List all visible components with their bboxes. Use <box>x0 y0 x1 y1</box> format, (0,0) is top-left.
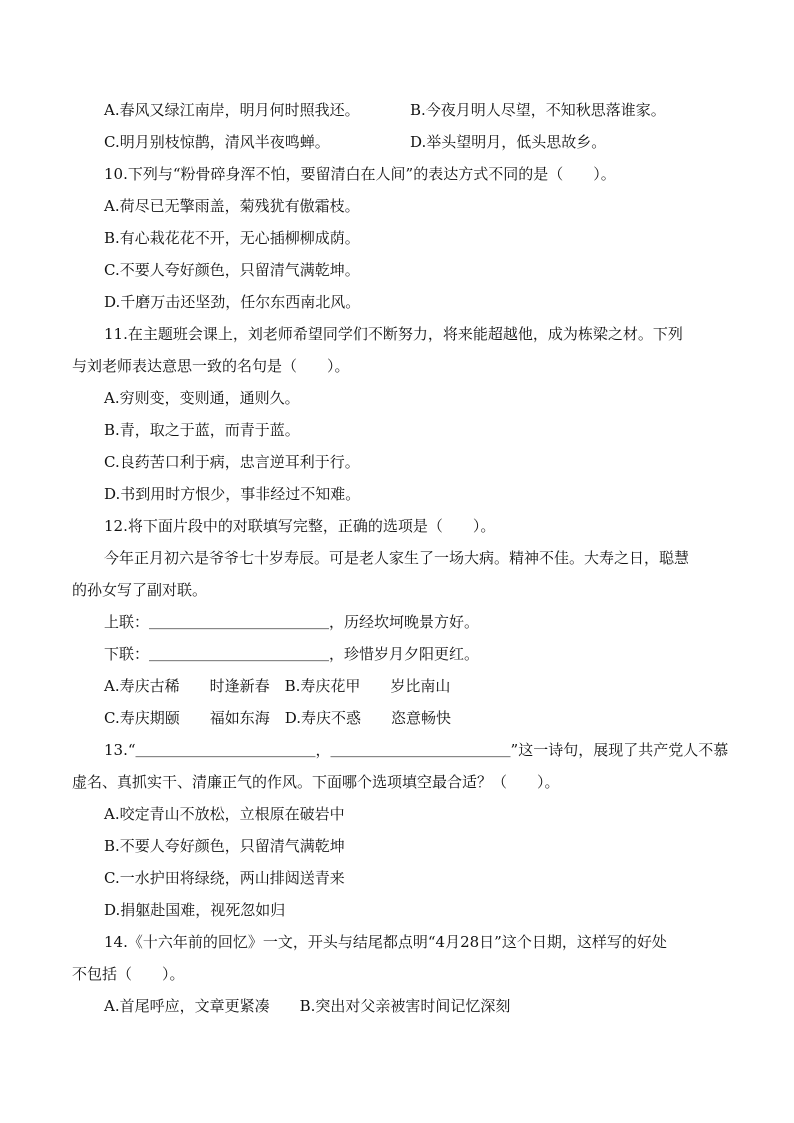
q11-option-d: D.书到用时方恨少，事非经过不知难。 <box>104 485 361 503</box>
q11-option-c: C.良药苦口利于病，忠言逆耳利于行。 <box>104 453 360 471</box>
q12-stem: 12.将下面片段中的对联填写完整，正确的选项是（ ）。 <box>104 517 496 535</box>
q13-stem-line1: 13.“＿＿＿＿＿＿＿＿＿＿＿＿，＿＿＿＿＿＿＿＿＿＿＿＿”这一诗句，展现了共产党人不慕 <box>104 741 729 759</box>
q12-passage-line2: 的孙女写了副对联。 <box>72 581 208 599</box>
q14-stem-line2: 不包括（ ）。 <box>72 965 185 983</box>
q12-couplet-upper: 上联：＿＿＿＿＿＿＿＿＿＿＿＿，历经坎坷晚景方好。 <box>104 613 480 631</box>
q10-stem: 10.下列与“粉骨碎身浑不怕，要留清白在人间”的表达方式不同的是（ ）。 <box>104 165 616 183</box>
q12-passage-line1: 今年正月初六是爷爷七十岁寿辰。可是老人家生了一场大病。精神不佳。大寿之日，聪慧 <box>104 549 690 567</box>
q10-option-d: D.千磨万击还坚劲，任尔东西南北风。 <box>104 293 361 311</box>
q13-option-c: C.一水护田将绿绕，两山排闼送青来 <box>104 869 345 887</box>
q9-option-c: C.明月别枝惊鹊，清风半夜鸣蝉。 <box>104 133 330 151</box>
q9-option-b: B.今夜月明人尽望，不知秋思落谁家。 <box>410 101 666 119</box>
q14-stem-line1: 14.《十六年前的回忆》一文，开头与结尾都点明“4月28日”这个日期，这样写的好处 <box>104 933 667 951</box>
q13-option-a: A.咬定青山不放松，立根原在破岩中 <box>104 805 345 823</box>
q11-option-b: B.青，取之于蓝，而青于蓝。 <box>104 421 300 439</box>
q10-option-b: B.有心栽花花不开，无心插柳柳成荫。 <box>104 229 360 247</box>
q13-stem-line2: 虚名、真抓实干、清廉正气的作风。下面哪个选项填空最合适？（ ）。 <box>72 773 560 791</box>
q11-stem-line1: 11.在主题班会课上，刘老师希望同学们不断努力，将来能超越他，成为栋梁之材。下列 <box>104 325 683 343</box>
q13-option-b: B.不要人夸好颜色，只留清气满乾坤 <box>104 837 345 855</box>
q13-option-d: D.捐躯赴国难，视死忽如归 <box>104 901 286 919</box>
q9-option-a: A.春风又绿江南岸，明月何时照我还。 <box>104 101 360 119</box>
q12-options-ab: A.寿庆古稀 时逢新春 B.寿庆花甲 岁比南山 <box>104 677 451 695</box>
q10-option-c: C.不要人夸好颜色，只留清气满乾坤。 <box>104 261 360 279</box>
q12-options-cd: C.寿庆期颐 福如东海 D.寿庆不惑 恣意畅快 <box>104 709 451 727</box>
q14-options-ab: A.首尾呼应，文章更紧凑 B.突出对父亲被害时间记忆深刻 <box>104 997 511 1015</box>
q12-couplet-lower: 下联：＿＿＿＿＿＿＿＿＿＿＿＿，珍惜岁月夕阳更红。 <box>104 645 480 663</box>
q9-option-d: D.举头望明月，低头思故乡。 <box>410 133 607 151</box>
q11-stem-line2: 与刘老师表达意思一致的名句是（ ）。 <box>72 357 350 375</box>
q10-option-a: A.荷尽已无擎雨盖，菊残犹有傲霜枝。 <box>104 197 360 215</box>
q11-option-a: A.穷则变，变则通，通则久。 <box>104 389 300 407</box>
